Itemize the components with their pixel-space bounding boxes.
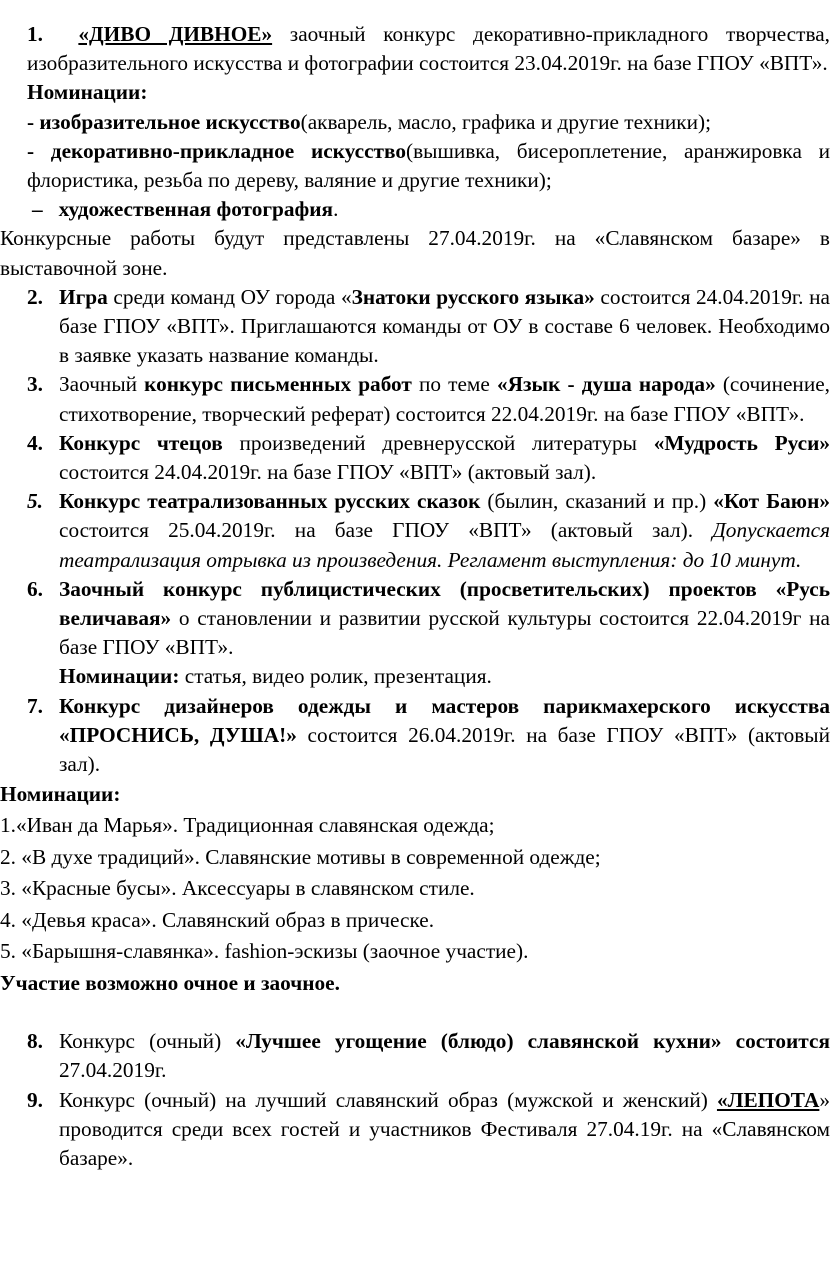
- item-7-nominations-list: [0, 810, 830, 968]
- item-2-paragraph: 2. Игра среди команд ОУ города «Знатоки русского языка» состоится 24.04.2019г. на базе ГПОУ «ВПТ». Приглашаются команды от ОУ в составе 6 человек. Необходимо в заявке указать название команды.: [27, 284, 830, 368]
- item-4-number: 4.: [27, 430, 43, 455]
- list-item: 4. «Девья краса». Славянский образ в прическе.: [0, 907, 435, 932]
- item-9-number: 9.: [27, 1087, 43, 1112]
- item-5-note: Допускается театрализация отрывка из произведения. Регламент выступления: до 10 минут.: [59, 518, 830, 572]
- item-1-number: 1.: [27, 22, 43, 46]
- list-item: 2. «В духе традиций». Славянские мотивы в современной одежде;: [0, 844, 601, 869]
- item-7-nominations-label: Номинации:: [0, 782, 121, 807]
- list-item: 5. «Барышня-славянка». fashion-эскизы (заочное участие).: [0, 939, 529, 964]
- item-1-nomination-1: - изобразительное искусство(акварель, масло, графика и другие техники);: [27, 109, 711, 134]
- item-1-nomination-3: – художественная фотография.: [32, 197, 339, 222]
- item-1-nominations-label: Номинации:: [27, 80, 148, 105]
- participation-note: Участие возможно очное и заочное.: [0, 970, 340, 995]
- item-5-number: 5.: [27, 489, 43, 514]
- item-6-nominations: Номинации: статья, видео ролик, презентация.: [59, 664, 492, 689]
- item-1-nomination-2: - декоративно-прикладное искусство(вышивка, бисероплетение, аранжировка и флористика, резьба по дереву, валяние и другие техники);: [27, 138, 830, 193]
- item-7-paragraph: 7. Конкурс дизайнеров одежды и мастеров парикмахерского искусства «ПРОСНИСЬ, ДУША!» состоится 26.04.2019г. на базе ГПОУ «ВПТ» (актовый зал).: [27, 693, 830, 777]
- list-item: 1.«Иван да Марья». Традиционная славянская одежда;: [0, 813, 495, 838]
- item-4-paragraph: 4. Конкурс чтецов произведений древнерусской литературы «Мудрость Руси» состоится 24.04.2019г. на базе ГПОУ «ВПТ» (актовый зал).: [27, 430, 830, 485]
- item-7-number: 7.: [27, 693, 43, 718]
- item-8-paragraph: 8. Конкурс (очный) «Лучшее угощение (блюдо) славянской кухни» состоится 27.04.2019г.: [27, 1029, 830, 1083]
- item-2-number: 2.: [27, 284, 43, 309]
- list-item: 3. «Красные бусы». Аксессуары в славянском стиле.: [0, 876, 475, 901]
- item-3-number: 3.: [27, 372, 43, 397]
- item-1-text: заочный конкурс декоративно-прикладного творчества, изобразительного искусства и фотографии состоится 23.04.2019г. на базе ГПОУ «ВПТ».: [27, 22, 830, 76]
- item-8-number: 8.: [27, 1029, 43, 1054]
- item-5-paragraph: 5. Конкурс театрализованных русских сказок (былин, сказаний и пр.) «Кот Баюн» состоится 25.04.2019г. на базе ГПОУ «ВПТ» (актовый зал). Допускается театрализация отрывка из произведения. Регламент выступления: до 10 минут.: [27, 489, 830, 572]
- item-6-paragraph: 6. Заочный конкурс публицистических (просветительских) проектов «Русь величавая» о становлении и развитии русской культуры состоится 22.04.2019г на базе ГПОУ «ВПТ».: [27, 576, 830, 660]
- item-6-number: 6.: [27, 576, 43, 601]
- item-1-paragraph: [0, 20, 830, 78]
- document-page: [0, 20, 830, 1173]
- item-1-title: «ДИВО ДИВНОЕ»: [78, 22, 273, 46]
- item-3-paragraph: 3. Заочный конкурс письменных работ по теме «Язык - душа народа» (сочинение, стихотворение, творческий реферат) состоится 22.04.2019г. на базе ГПОУ «ВПТ».: [27, 372, 830, 426]
- item-1-exhibition-note: Конкурсные работы будут представлены 27.04.2019г. на «Славянском базаре» в выставочной зоне.: [0, 226, 830, 280]
- item-9-paragraph: 9. Конкурс (очный) на лучший славянский образ (мужской и женский) «ЛЕПОТА» проводится среди всех гостей и участников Фестиваля 27.04.19г. на «Славянском базаре».: [27, 1087, 830, 1171]
